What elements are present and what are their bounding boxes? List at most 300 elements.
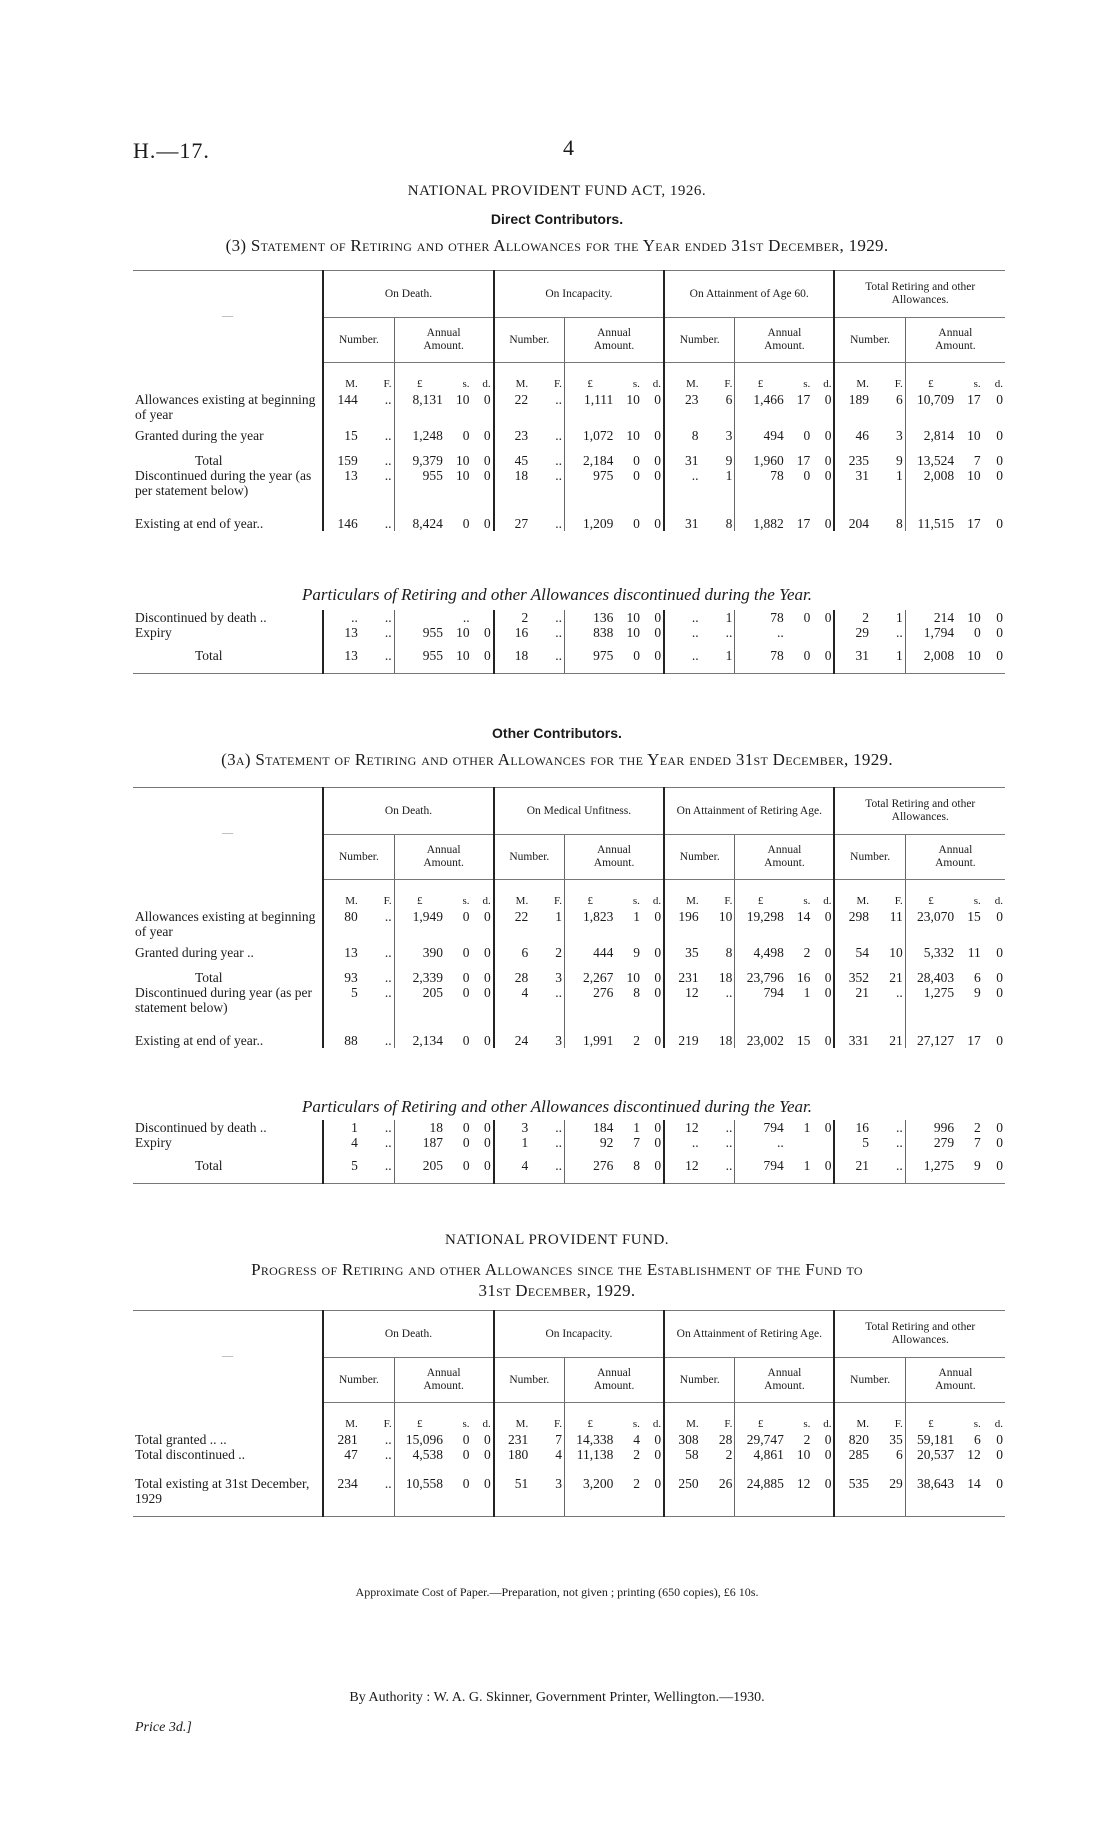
table-cell: .. — [555, 516, 562, 531]
table-cell: 1 — [871, 640, 905, 674]
table-cell: 12 — [967, 1447, 981, 1462]
table-cell: .. — [384, 1120, 392, 1135]
table-cell: 352 — [834, 960, 871, 985]
blank-header-cell: — — [133, 271, 323, 363]
unit-m: M. — [323, 1403, 360, 1433]
table-cell: 10 — [967, 610, 981, 625]
table-cell: 10,558 — [394, 1462, 445, 1517]
table-cell: .. — [871, 1150, 905, 1184]
table-cell: 0 — [812, 1462, 834, 1517]
table-cell: 0 — [483, 453, 491, 468]
table-cell: 18 — [718, 1033, 733, 1048]
table-cell: .. — [384, 985, 392, 1000]
unit-s: s. — [462, 378, 470, 390]
table-cell: 955 — [394, 468, 445, 498]
table-cell: 29 — [871, 1462, 905, 1517]
annual-amount-header: Annual Amount. — [905, 835, 1005, 880]
table-cell: 975 — [565, 640, 616, 674]
table-cell: 0 — [654, 945, 662, 960]
table-cell: 11,138 — [565, 1447, 616, 1462]
table-cell: .. — [360, 1150, 394, 1184]
table-cell: 1,111 — [564, 392, 615, 422]
table-cell: 31 — [664, 443, 701, 468]
unit-m: M. — [323, 363, 360, 393]
number-header: Number. — [323, 318, 394, 363]
table-cell: 31 — [834, 468, 871, 498]
table-cell: 10 — [626, 625, 640, 640]
table-cell: 996 — [905, 1120, 956, 1135]
table-cell: 2 — [725, 1447, 733, 1462]
table-cell: 184 — [565, 1120, 616, 1135]
unit-d: d. — [823, 1418, 832, 1430]
number-header: Number. — [323, 1358, 394, 1403]
table-cell: 0 — [803, 610, 811, 625]
unit-s: s. — [462, 895, 470, 907]
unit-d: d. — [994, 1418, 1003, 1430]
table-cell: 4 — [323, 1135, 360, 1150]
table-cell: 0 — [483, 428, 491, 443]
unit-d: d. — [823, 378, 832, 390]
annual-amount-header: Annual Amount. — [394, 318, 494, 363]
table-cell: 17 — [967, 1033, 981, 1048]
number-header: Number. — [834, 835, 905, 880]
number-header: Number. — [494, 835, 565, 880]
table-cell: 0 — [633, 468, 640, 483]
unit-pound: £ — [735, 363, 786, 393]
unit-m: M. — [834, 1403, 871, 1433]
table-cell: 8 — [725, 945, 733, 960]
unit-f: F. — [554, 1418, 562, 1430]
table-cell: 1 — [896, 610, 903, 625]
table-cell: 6 — [895, 392, 903, 407]
table-cell: 22 — [494, 392, 531, 422]
table-cell: 9 — [956, 1150, 983, 1184]
table-cell: 13 — [323, 468, 360, 498]
table-cell: 0 — [654, 1033, 662, 1048]
unit-f: F. — [554, 895, 562, 907]
table-cell: 308 — [664, 1432, 701, 1447]
table-cell: 2,814 — [905, 422, 956, 443]
table-row — [133, 625, 1005, 640]
table-cell: 0 — [633, 453, 640, 468]
unit-m: M. — [834, 363, 871, 393]
table-cell: 6 — [973, 1432, 981, 1447]
unit-d: d. — [482, 378, 491, 390]
table-cell: 494 — [735, 422, 786, 443]
table-cell: .. — [555, 428, 562, 443]
table-cell: 6 — [725, 392, 733, 407]
table-cell: 2 — [803, 1432, 811, 1447]
unit-m: M. — [834, 880, 871, 910]
table-row — [133, 422, 1005, 443]
table-cell: 28 — [494, 960, 531, 985]
table-cell: 93 — [323, 960, 360, 985]
table-cell: 0 — [996, 909, 1003, 924]
unit-f: F. — [383, 895, 392, 907]
table-cell: 29,747 — [735, 1432, 786, 1447]
table-cell: .. — [555, 468, 562, 483]
table-cell: 2 — [633, 1447, 640, 1462]
table-cell: 8,424 — [394, 498, 445, 531]
table-cell: 0 — [445, 1150, 472, 1184]
table-cell: 0 — [654, 1135, 662, 1150]
table-cell: 276 — [565, 985, 616, 1015]
table-cell: 3 — [555, 970, 562, 985]
column-group-header: Total Retiring and other Allowances. — [834, 1311, 1005, 1358]
table-cell: 16 — [834, 1120, 871, 1135]
table-cell: 0 — [615, 640, 642, 674]
table-cell: 0 — [996, 985, 1003, 1000]
row-label: Total — [133, 1150, 323, 1184]
table-cell: 27,127 — [905, 1015, 956, 1048]
table-cell: 13 — [323, 939, 360, 960]
unit-pound: £ — [565, 880, 616, 910]
table-cell: .. — [384, 1135, 392, 1150]
unit-s: s. — [632, 1418, 640, 1430]
progress-table — [133, 1310, 1005, 1517]
table-cell: 0 — [445, 1462, 472, 1517]
table-cell: 12 — [786, 1462, 813, 1517]
column-group-header: Total Retiring and other Allowances. — [834, 271, 1005, 318]
table-cell: 0 — [824, 453, 832, 468]
table-cell: 14 — [796, 909, 811, 924]
unit-pound: £ — [394, 363, 445, 393]
table-cell: 47 — [323, 1447, 360, 1462]
table-cell: 35 — [664, 939, 701, 960]
unit-s: s. — [973, 1418, 981, 1430]
table-cell: 1 — [786, 1150, 813, 1184]
unit-pound: £ — [905, 1403, 956, 1433]
table-cell: .. — [384, 1033, 392, 1048]
table-cell: 5 — [323, 985, 360, 1015]
table-cell: .. — [384, 970, 392, 985]
table-cell: .. — [664, 610, 701, 625]
table-cell: 794 — [735, 985, 786, 1015]
table-cell: .. — [384, 392, 392, 407]
table-cell: 180 — [494, 1447, 531, 1462]
column-group-header: On Death. — [323, 788, 493, 835]
number-header: Number. — [834, 318, 905, 363]
unit-f: F. — [383, 1418, 392, 1430]
row-label: Discontinued during the year (as per statement below) — [135, 468, 312, 498]
table-cell: 31 — [664, 498, 701, 531]
table-cell: 10 — [445, 640, 472, 674]
table-cell: 45 — [494, 443, 531, 468]
table-cell: 0 — [483, 1033, 491, 1048]
table-cell: 0 — [642, 1462, 664, 1517]
table-cell: 955 — [394, 625, 445, 640]
table-cell: 10 — [967, 428, 981, 443]
table-cell: 21 — [889, 1033, 903, 1048]
unit-d: d. — [994, 895, 1003, 907]
table-cell: 10 — [626, 970, 640, 985]
row-label: Allowances existing at beginning of year — [135, 909, 316, 939]
column-group-header: On Incapacity. — [494, 1311, 664, 1358]
other-contributors-heading: Other Contributors. — [492, 725, 622, 741]
table-cell: 838 — [565, 625, 616, 640]
particulars-table-2 — [133, 1120, 1005, 1184]
table-cell: 0 — [462, 909, 470, 924]
document-reference: H.—17. — [133, 138, 210, 163]
table-cell: 535 — [834, 1462, 871, 1517]
table-cell: .. — [725, 985, 733, 1000]
table-cell: 0 — [996, 1447, 1003, 1462]
table-cell: .. — [725, 625, 733, 640]
table-cell: 231 — [664, 960, 701, 985]
table-cell: 0 — [483, 625, 491, 640]
row-label: Existing at end of year.. — [135, 1033, 264, 1048]
table-cell: .. — [555, 625, 563, 640]
unit-s: s. — [632, 378, 640, 390]
table-cell: 975 — [564, 468, 615, 498]
unit-d: d. — [652, 378, 662, 390]
table-cell: 136 — [565, 610, 616, 625]
table-cell: 2 — [633, 1033, 640, 1048]
table-cell: 8 — [895, 516, 903, 531]
table-cell: 0 — [824, 516, 832, 531]
row-label: Total granted .. .. — [135, 1432, 227, 1447]
table-cell: 0 — [996, 516, 1003, 531]
table-cell: 21 — [889, 970, 903, 985]
row-label: Discontinued during year (as per statement below) — [135, 985, 312, 1015]
table-cell: 23,796 — [735, 960, 786, 985]
table-cell: 24 — [494, 1015, 531, 1048]
unit-d: d. — [652, 895, 662, 907]
table-cell: 144 — [323, 392, 360, 422]
table-row — [133, 1135, 1005, 1150]
table-cell: 5 — [834, 1135, 871, 1150]
table-row — [133, 909, 1005, 939]
table-cell: 8 — [633, 985, 640, 1000]
table-row — [133, 985, 1005, 1015]
table-cell: 0 — [983, 1462, 1005, 1517]
table-cell: 0 — [824, 428, 832, 443]
table-cell: 0 — [472, 1462, 494, 1517]
unit-s: s. — [973, 895, 981, 907]
table-cell: .. — [896, 625, 903, 640]
table-cell: 159 — [323, 443, 360, 468]
act-title: NATIONAL PROVIDENT FUND ACT, 1926. — [407, 183, 707, 199]
table-cell: 9 — [973, 985, 981, 1000]
table-cell: 7 — [633, 1135, 640, 1150]
progress-title-line1: Progress of Retiring and other Allowances since the Establishment of the Fund to — [251, 1260, 863, 1279]
table-cell: 13,524 — [905, 443, 956, 468]
table-cell: .. — [384, 909, 392, 924]
annual-amount-header: Annual Amount. — [905, 318, 1005, 363]
table-cell: 955 — [394, 640, 445, 674]
table-cell: 31 — [834, 640, 871, 674]
row-label: Expiry — [135, 1135, 172, 1150]
table-cell: .. — [701, 1150, 735, 1184]
table-cell: 0 — [824, 392, 832, 407]
table-cell: 54 — [834, 939, 871, 960]
table-cell: 6 — [494, 939, 531, 960]
table-cell: 0 — [983, 640, 1005, 674]
table-cell: 250 — [664, 1462, 701, 1517]
table-cell: 1 — [803, 1120, 811, 1135]
table-cell: 0 — [786, 640, 813, 674]
table-cell: 196 — [664, 909, 701, 939]
table-cell: 8 — [615, 1150, 642, 1184]
table-cell: 16 — [796, 970, 811, 985]
table-cell: 10 — [956, 640, 983, 674]
table-cell: 0 — [996, 428, 1003, 443]
table-cell: 2,008 — [905, 640, 956, 674]
unit-f: F. — [724, 1418, 733, 1430]
table-cell: 15 — [323, 422, 360, 443]
table-cell: 1 — [701, 640, 735, 674]
table-row — [133, 1432, 1005, 1447]
table-cell: 10 — [626, 428, 640, 443]
table-cell: 0 — [654, 453, 662, 468]
table-cell: 7 — [973, 1135, 981, 1150]
table-cell: 1 — [555, 909, 562, 924]
table-cell: 3 — [725, 428, 733, 443]
column-group-header: On Medical Unfitness. — [494, 788, 664, 835]
table-cell: 10,709 — [905, 392, 956, 422]
table-cell: 0 — [803, 468, 811, 483]
table-cell: 6 — [973, 970, 981, 985]
table-row — [133, 640, 1005, 674]
table-cell: .. — [323, 610, 360, 625]
table-cell: 205 — [394, 1150, 445, 1184]
number-header: Number. — [664, 1358, 735, 1403]
table-cell: 0 — [483, 945, 491, 960]
table-cell: 0 — [483, 970, 491, 985]
table-cell: 0 — [996, 625, 1003, 640]
table-cell: .. — [555, 1120, 563, 1135]
table-cell: .. — [896, 1120, 903, 1135]
table-cell: 10 — [626, 610, 640, 625]
unit-label-cell — [133, 880, 323, 910]
table-cell: 0 — [996, 1432, 1003, 1447]
unit-s: s. — [803, 1418, 811, 1430]
table-cell: 8 — [725, 516, 733, 531]
statement-3a-title: (3a) Statement of Retiring and other Allowances for the Year ended 31st December, 1929. — [221, 750, 893, 769]
table-cell: 10 — [626, 392, 640, 407]
table-cell: 4,538 — [394, 1447, 445, 1462]
table-cell: 23 — [494, 422, 531, 443]
table-cell: .. — [530, 1150, 564, 1184]
annual-amount-header: Annual Amount. — [735, 1358, 835, 1403]
table-cell: .. — [530, 640, 564, 674]
table-cell: 1 — [323, 1120, 360, 1135]
table-cell: 0 — [642, 1150, 664, 1184]
particulars-heading-2: Particulars of Retiring and other Allowances discontinued during the Year. — [302, 1097, 812, 1116]
table-cell — [786, 1135, 813, 1150]
unit-m: M. — [323, 880, 360, 910]
table-cell — [394, 610, 445, 625]
table-cell: 8,131 — [394, 392, 445, 422]
table-cell: 298 — [834, 909, 871, 939]
table-cell: .. — [555, 392, 562, 407]
table-cell: 1,275 — [905, 1150, 956, 1184]
table-cell: 59,181 — [905, 1432, 956, 1447]
table-cell: 820 — [834, 1432, 871, 1447]
table-cell: 0 — [996, 945, 1003, 960]
table-cell: 2,184 — [564, 443, 615, 468]
table-cell: 1 — [633, 909, 640, 924]
unit-f: F. — [724, 895, 733, 907]
table-cell: 0 — [996, 610, 1003, 625]
annual-amount-header: Annual Amount. — [564, 318, 664, 363]
price: Price 3d.] — [135, 1720, 192, 1735]
statement-3-table — [133, 270, 1005, 531]
table-cell: 0 — [654, 610, 662, 625]
unit-m: M. — [664, 880, 701, 910]
table-cell: 2 — [555, 945, 562, 960]
row-label: Total — [195, 970, 223, 985]
table-cell: 7 — [973, 453, 981, 468]
table-cell: 0 — [483, 1135, 491, 1150]
table-cell: 3 — [895, 428, 903, 443]
unit-f: F. — [383, 378, 392, 390]
row-label: Total discontinued .. — [135, 1447, 246, 1462]
table-cell: 1,466 — [735, 392, 786, 422]
table-cell: 16 — [494, 625, 531, 640]
unit-pound: £ — [564, 363, 615, 393]
table-cell: 231 — [494, 1432, 531, 1447]
table-cell: .. — [555, 1135, 563, 1150]
table-cell: 444 — [565, 939, 616, 960]
direct-contributors-heading: Direct Contributors. — [490, 211, 624, 227]
table-cell: .. — [735, 1135, 786, 1150]
number-header: Number. — [494, 1358, 565, 1403]
unit-pound: £ — [394, 880, 445, 910]
table-cell: 0 — [996, 1120, 1003, 1135]
table-cell: 0 — [996, 468, 1003, 483]
table-cell: 0 — [824, 909, 832, 924]
table-cell: 10 — [967, 468, 981, 483]
table-row — [133, 443, 1005, 468]
column-group-header: On Attainment of Retiring Age. — [664, 1311, 834, 1358]
progress-title-line2: 31st December, 1929. — [478, 1281, 636, 1300]
cost-of-paper-note: Approximate Cost of Paper.—Preparation, not given ; printing (650 copies), £6 10s. — [355, 1585, 759, 1599]
table-cell: 18 — [394, 1120, 445, 1135]
column-group-header: On Attainment of Age 60. — [664, 271, 834, 318]
table-cell: 12 — [664, 1150, 701, 1184]
table-cell: 3,200 — [565, 1462, 616, 1517]
table-cell: 4,498 — [735, 939, 786, 960]
table-cell: 17 — [796, 516, 811, 531]
table-cell — [812, 625, 834, 640]
table-cell: 0 — [654, 1120, 662, 1135]
table-cell: 0 — [654, 1447, 662, 1462]
table-cell: 2 — [615, 1462, 642, 1517]
table-row — [133, 1462, 1005, 1517]
table-cell: 219 — [664, 1015, 701, 1048]
table-cell: 2 — [973, 1120, 981, 1135]
table-cell: 285 — [834, 1447, 871, 1462]
table-cell: 4 — [633, 1432, 640, 1447]
table-cell: 12 — [664, 985, 701, 1015]
table-row — [133, 1015, 1005, 1048]
table-cell — [786, 625, 813, 640]
table-cell: 0 — [983, 1150, 1005, 1184]
table-cell: 1 — [494, 1135, 531, 1150]
table-cell: 18 — [718, 970, 733, 985]
table-cell: 2 — [803, 945, 811, 960]
table-cell: 0 — [462, 1432, 470, 1447]
table-cell: .. — [664, 625, 701, 640]
table-cell: 3 — [555, 1033, 562, 1048]
unit-pound: £ — [565, 1403, 616, 1433]
table-cell: 35 — [889, 1432, 903, 1447]
unit-m: M. — [664, 1403, 701, 1433]
page-number: 4 — [563, 135, 574, 160]
unit-m: M. — [664, 363, 701, 393]
unit-f: F. — [553, 378, 562, 390]
